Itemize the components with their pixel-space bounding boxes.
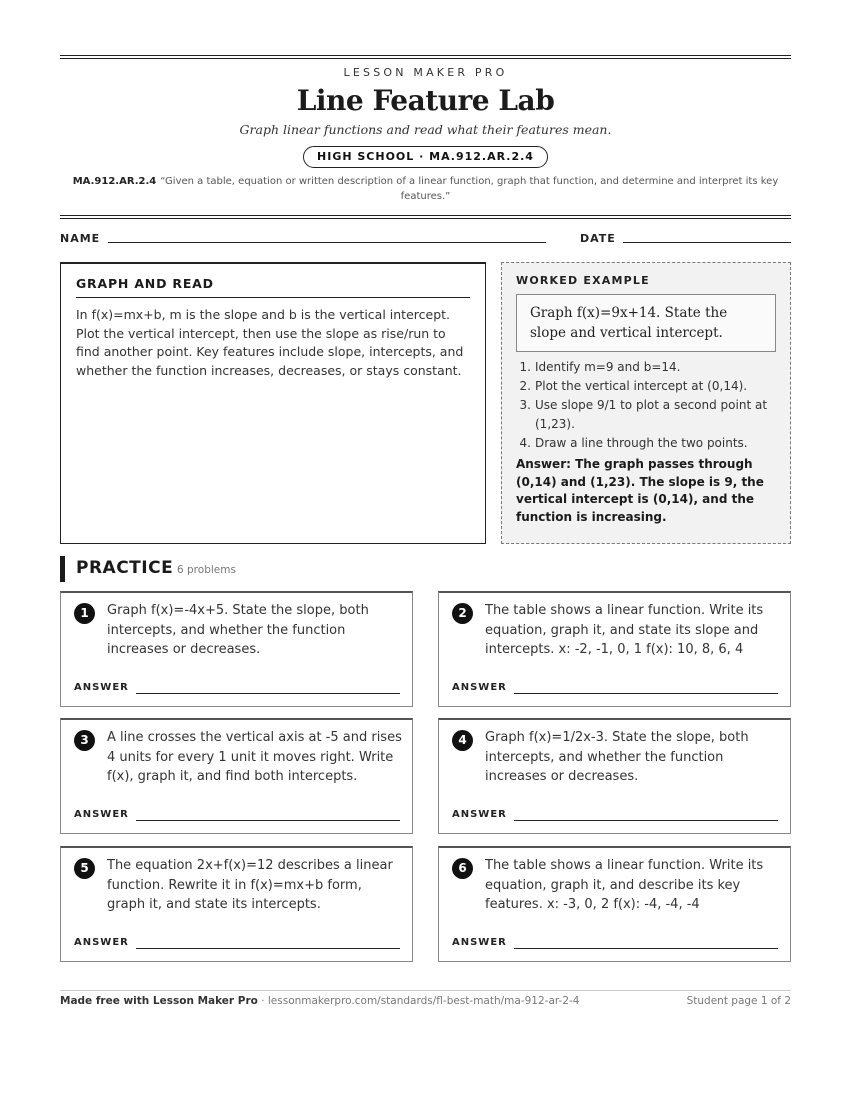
name-label: NAME	[60, 232, 101, 245]
footer-made-with: Made free with Lesson Maker Pro	[60, 995, 258, 1007]
brand-name: LESSON MAKER PRO	[343, 66, 508, 79]
practice-count: 6 problems	[177, 564, 236, 576]
practice-title: PRACTICE	[76, 558, 174, 578]
answer-line[interactable]	[136, 820, 400, 821]
problem-card	[438, 591, 791, 707]
practice-accent-bar	[60, 556, 65, 582]
graph-and-read-body: In f(x)=mx+b, m is the slope and b is the vertical intercept. Plot the vertical intercept, then use the slope as rise/run to find another point. Key features include slope, intercepts, and whether the function increases, decreases, or stays constant.	[76, 307, 464, 378]
standard-description	[60, 174, 791, 204]
worked-example-prompt: Graph f(x)=9x+14. State the slope and vertical intercept.	[516, 294, 776, 352]
worksheet-subtitle: Graph linear functions and read what their features mean.	[239, 122, 612, 137]
date-field-line[interactable]	[623, 242, 791, 243]
answer-line[interactable]	[514, 948, 778, 949]
problem-number-badge: 4	[452, 730, 473, 751]
problem-text: The table shows a linear function. Write its equation, graph it, and state its slope and intercepts. x: -2, -1, 0, 1 f(x): 10, 8, 6, 4	[485, 603, 764, 657]
problem-card	[60, 591, 413, 707]
problem-text: Graph f(x)=-4x+5. State the slope, both intercepts, and whether the function increases or decreases.	[107, 603, 369, 657]
step-item: 4. Draw a line through the two points.	[519, 436, 748, 450]
footer-page-number: Student page 1 of 2	[686, 995, 791, 1007]
answer-label: ANSWER	[452, 937, 507, 948]
answer-label: ANSWER	[74, 937, 129, 948]
step-item: 1. Identify m=9 and b=14.	[519, 360, 681, 374]
footer-divider	[60, 990, 791, 991]
problem-card	[60, 718, 413, 834]
problem-text: The equation 2x+f(x)=12 describes a linear function. Rewrite it in f(x)=mx+b form, graph it, and state its intercepts.	[107, 858, 393, 912]
answer-line[interactable]	[136, 948, 400, 949]
page-footer	[60, 995, 791, 1007]
answer-label: ANSWER	[74, 682, 129, 693]
answer-line[interactable]	[136, 693, 400, 694]
problem-text: The table shows a linear function. Write its equation, graph it, and describe its key features. x: -3, 0, 2 f(x): -4, -4, -4	[485, 858, 764, 912]
practice-header	[60, 556, 791, 582]
answer-label: ANSWER	[452, 682, 507, 693]
worked-example-box	[501, 262, 791, 544]
date-label: DATE	[580, 232, 616, 245]
problem-number-badge: 5	[74, 858, 95, 879]
graph-and-read-box	[60, 262, 486, 544]
name-field-line[interactable]	[108, 242, 546, 243]
top-double-rule	[60, 55, 791, 59]
standard-code: MA.912.AR.2.4	[72, 176, 157, 187]
problem-number-badge: 2	[452, 603, 473, 624]
answer-label: ANSWER	[452, 809, 507, 820]
name-date-row	[60, 232, 791, 246]
standard-text: “Given a table, equation or written description of a linear function, graph that function, and determine and interpret its key features.”	[160, 176, 779, 202]
problem-number-badge: 6	[452, 858, 473, 879]
problem-card	[60, 846, 413, 962]
step-item: 3. Use slope 9/1 to plot a second point at (1,23).	[519, 398, 768, 431]
worked-example-heading: WORKED EXAMPLE	[516, 274, 650, 287]
worksheet-title: Line Feature Lab	[296, 84, 555, 117]
footer-url[interactable]: · lessonmakerpro.com/standards/fl-best-math/ma-912-ar-2-4	[257, 995, 580, 1007]
header-bottom-rule	[60, 215, 791, 219]
problem-text: A line crosses the vertical axis at -5 and rises 4 units for every 1 unit it moves right. Write f(x), graph it, and find both intercepts.	[107, 730, 402, 784]
problem-number-badge: 1	[74, 603, 95, 624]
problem-number-badge: 3	[74, 730, 95, 751]
problem-card	[438, 718, 791, 834]
graph-and-read-heading: GRAPH AND READ	[76, 276, 470, 298]
level-badge: HIGH SCHOOL · MA.912.AR.2.4	[303, 146, 548, 168]
worked-example-answer: Answer: The graph passes through (0,14) and (1,23). The slope is 9, the vertical intercept is (0,14), and the function is increasing.	[516, 457, 764, 524]
problem-text: Graph f(x)=1/2x-3. State the slope, both intercepts, and whether the function increases or decreases.	[485, 730, 749, 784]
answer-line[interactable]	[514, 820, 778, 821]
problem-card	[438, 846, 791, 962]
step-item: 2. Plot the vertical intercept at (0,14).	[519, 379, 748, 393]
answer-label: ANSWER	[74, 809, 129, 820]
worked-example-steps	[516, 358, 776, 453]
worksheet-page	[60, 0, 791, 1100]
answer-line[interactable]	[514, 693, 778, 694]
